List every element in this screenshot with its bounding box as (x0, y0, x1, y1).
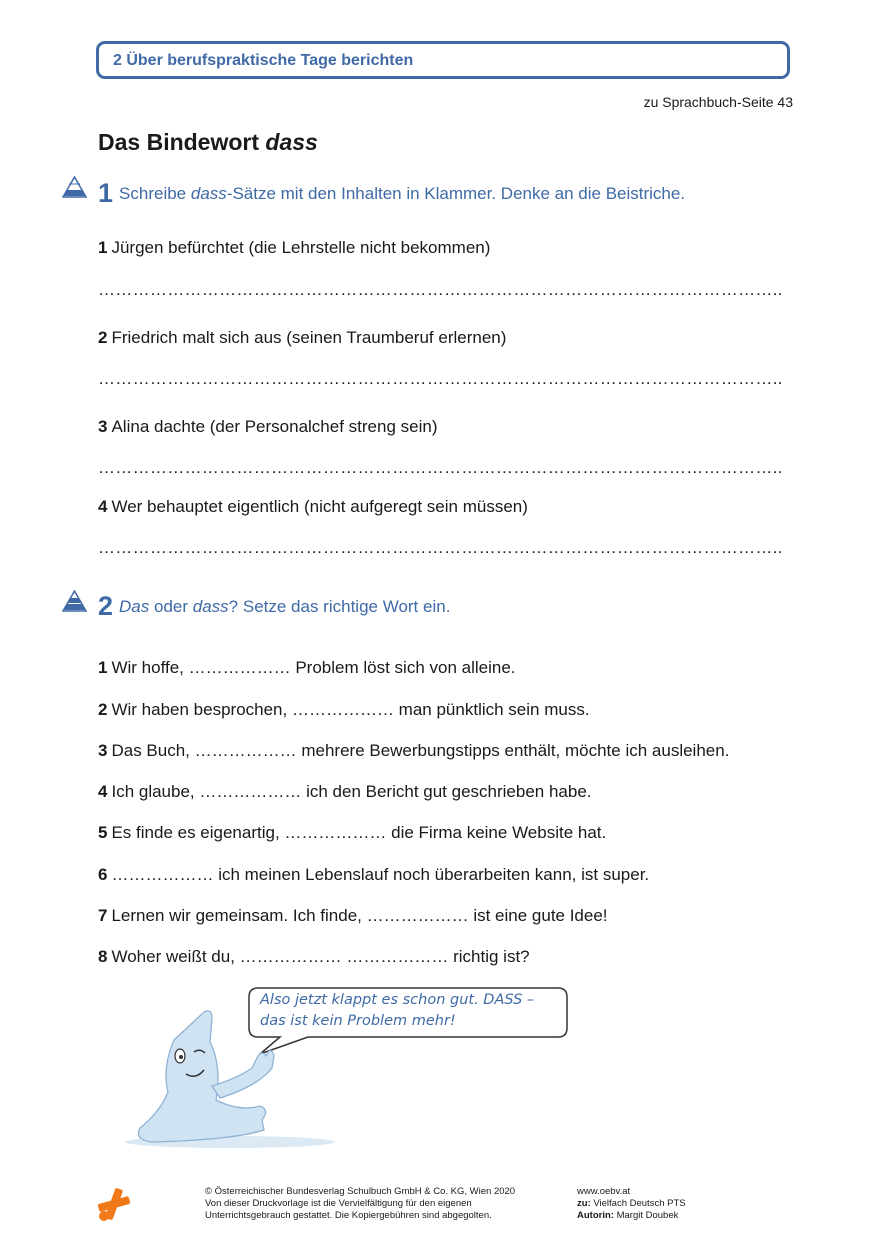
task1-item: 4 Wer behauptet eigentlich (nicht aufgeregt sein müssen) (98, 497, 528, 516)
task1-number: 1 (98, 178, 114, 208)
task2-item: 4 Ich glaube, ……………… ich den Bericht gut geschrieben habe. (98, 782, 592, 801)
task1-item: 1 Jürgen befürchtet (die Lehrstelle nicht bekommen) (98, 238, 491, 257)
task2-item: 7 Lernen wir gemeinsam. Ich finde, ……………… ist eine gute Idee! (98, 906, 608, 925)
task2-item: 8 Woher weißt du, ……………… ……………… richtig ist? (98, 947, 530, 966)
footer-copyright: © Österreichischer Bundesverlag Schulbuch GmbH & Co. KG, Wien 2020 Von dieser Druckvorlage ist die Vervielfältigung für den eigenen Unterrichtsgebrauch gestattet. Die Kopiergebühren sind abgegolten. (205, 1186, 516, 1221)
task2-item: 5 Es finde es eigenartig, ……………… die Firma keine Website hat. (98, 823, 607, 842)
answer-line[interactable]: ……………………………………………………………………………………………………….. (98, 458, 783, 477)
answer-line[interactable]: ……………………………………………………………………………………………………….. (98, 538, 783, 557)
publisher-logo (96, 1186, 132, 1222)
task2-number: 2 (98, 591, 114, 621)
difficulty-pyramid-icon (62, 590, 87, 612)
speech-bubble-text: Also jetzt klappt es schon gut. DASS – das ist kein Problem mehr! (260, 992, 535, 1029)
task2-item: 1 Wir hoffe, ……………… Problem löst sich von alleine. (98, 658, 516, 677)
chapter-header-box (96, 41, 790, 79)
footer-info: www.oebv.at zu: Vielfach Deutsch PTS Autorin: Margit Doubek (577, 1186, 777, 1222)
page-title: Das Bindewort dass (98, 129, 318, 155)
task1-heading: 1 Schreibe dass-Sätze mit den Inhalten in Klammer. Denke an die Beistriche. (98, 178, 686, 208)
difficulty-pyramid-icon (62, 176, 87, 198)
task2-item: 3 Das Buch, ……………… mehrere Bewerbungstipps enthält, möchte ich ausleihen. (98, 741, 730, 760)
task1-item: 3 Alina dachte (der Personalchef streng sein) (98, 417, 438, 436)
chapter-title: 2 Über berufspraktische Tage berichten (113, 52, 414, 69)
task2-heading: 2 Das oder dass? Setze das richtige Wort ein. (98, 591, 451, 621)
footer-website[interactable]: www.oebv.at (577, 1186, 631, 1197)
answer-line[interactable]: ……………………………………………………………………………………………………….. (98, 280, 783, 299)
task2-item: 6 ……………… ich meinen Lebenslauf noch überarbeiten kann, ist super. (98, 865, 650, 884)
task2-item: 2 Wir haben besprochen, ……………… man pünktlich sein muss. (98, 700, 590, 719)
page-reference: zu Sprachbuch-Seite 43 (643, 94, 793, 110)
character-arm (212, 1051, 274, 1098)
answer-line[interactable]: ……………………………………………………………………………………………………….. (98, 369, 783, 388)
task1-item: 2 Friedrich malt sich aus (seinen Traumberuf erlernen) (98, 328, 507, 347)
